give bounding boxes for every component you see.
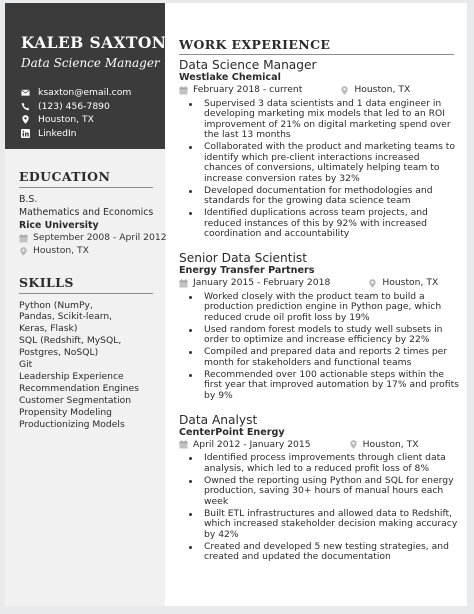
phone-text: (123) 456-7890 — [38, 100, 110, 112]
experience-heading: WORK EXPERIENCE — [179, 37, 331, 52]
job-meta — [179, 439, 459, 452]
skill-item: Python (NumPy, Pandas, Scikit-learn, Keras, Flask) — [19, 299, 113, 335]
bullet-item: Identified process improvements through client data analysis, which led to a reduced profit loss of 8% — [179, 453, 459, 474]
bullet-item: Collaborated with the product and marketing teams to identify which pre-client interactions increased chances of conversions, ultimately helping team to increase conversion rates by 32% — [179, 142, 459, 184]
education-school: Rice University — [19, 219, 99, 231]
job-location: Houston, TX — [382, 277, 439, 288]
location-pin-icon — [21, 115, 30, 124]
contact-phone[interactable] — [21, 100, 165, 114]
bullet-item: Compiled and prepared data and reports 2 times per month for stakeholders and functional teams — [179, 347, 459, 368]
location-text: Houston, TX — [38, 114, 94, 126]
calendar-icon — [179, 86, 188, 95]
education-location: Houston, TX — [33, 244, 89, 256]
location-pin-icon — [349, 440, 358, 449]
skill-item: SQL (Redshift, MySQL, Postgres, NoSQL) — [19, 335, 122, 359]
job-bullets — [179, 99, 459, 240]
email-text: ksaxton@email.com — [38, 87, 132, 99]
experience-divider — [179, 54, 454, 55]
phone-icon — [21, 102, 30, 111]
bullet-item: Created and developed 5 new testing strategies, and created and updated the documentation — [179, 542, 459, 563]
calendar-icon — [179, 279, 188, 288]
job-entry-2 — [179, 251, 459, 401]
company-name: Westlake Chemical — [179, 72, 281, 83]
job-title: Data Analyst — [179, 412, 258, 427]
skill-item: Productionizing Models — [19, 418, 125, 430]
bullet-item: Built ETL infrastructures and allowed data to Redshift, which increased stakeholder decision making accuracy by 42% — [179, 509, 459, 541]
job-location: Houston, TX — [354, 84, 411, 95]
profile-header — [5, 3, 165, 149]
candidate-role: Data Science Manager — [21, 56, 160, 70]
job-dates: February 2018 - current — [193, 84, 303, 95]
company-name: Energy Transfer Partners — [179, 265, 315, 276]
skill-item: Git — [19, 359, 33, 371]
location-pin-icon — [368, 279, 377, 288]
bullet-item: Worked closely with the product team to build a production prediction engine in Python page, which reduced crude oil profit loss by 19% — [179, 292, 459, 324]
job-entry-3 — [179, 413, 459, 563]
bullet-item: Used random forest models to study well subsets in order to optimize and increase efficiency by 22% — [179, 325, 459, 346]
job-meta — [179, 84, 459, 97]
education-heading: EDUCATION — [19, 169, 111, 184]
sidebar-body — [5, 149, 165, 431]
candidate-name: KALEB SAXTON — [21, 33, 167, 52]
education-divider — [19, 187, 153, 188]
company-name: CenterPoint Energy — [179, 426, 285, 438]
linkedin-icon — [21, 129, 30, 138]
envelope-icon — [21, 88, 30, 97]
skills-divider — [19, 293, 153, 294]
bullet-item: Supervised 3 data scientists and 1 data engineer in developing marketing mix models that led to an ROI improvement of 21% on digital marketing spend over the last 13 months — [179, 99, 459, 141]
education-location-row — [19, 245, 165, 258]
skills-section — [19, 275, 165, 431]
skills-heading: SKILLS — [19, 274, 74, 290]
job-title: Senior Data Scientist — [179, 251, 307, 265]
education-section — [19, 169, 165, 258]
bullet-item: Identified duplications across team projects, and reduced instances of this by 92% with increased coordination and accountability — [179, 208, 459, 240]
calendar-icon — [19, 234, 28, 243]
job-bullets — [179, 292, 459, 402]
main-content — [179, 3, 459, 564]
contact-location — [21, 113, 165, 127]
skill-item: Recommendation Engines — [19, 382, 139, 394]
skill-item: Propensity Modeling — [19, 406, 112, 418]
education-dates-row — [19, 232, 165, 245]
location-pin-icon — [19, 247, 28, 256]
contact-linkedin[interactable] — [21, 127, 165, 141]
education-dates: September 2008 - April 2012 — [33, 232, 167, 244]
calendar-icon — [179, 440, 188, 449]
job-entry-1 — [179, 58, 459, 240]
bullet-item: Developed documentation for methodologies and standards for the growing data science team — [179, 186, 459, 207]
resume-page — [5, 3, 467, 606]
job-title: Data Science Manager — [179, 58, 317, 72]
education-field: Mathematics and Economics — [19, 206, 154, 218]
job-dates: April 2012 - January 2015 — [193, 438, 311, 450]
job-dates: January 2015 - February 2018 — [193, 277, 331, 288]
contact-list — [21, 86, 165, 140]
job-location: Houston, TX — [362, 438, 419, 450]
location-pin-icon — [340, 86, 349, 95]
job-bullets — [179, 453, 459, 563]
education-degree: B.S. — [19, 194, 38, 205]
skill-item: Customer Segmentation — [19, 394, 132, 406]
job-meta — [179, 277, 459, 290]
linkedin-text: LinkedIn — [38, 128, 77, 140]
bullet-item: Recommended over 100 actionable steps within the first year that improved automation by 17% and profits by 9% — [179, 370, 459, 402]
skill-item: Leadership Experience — [19, 371, 124, 383]
contact-email[interactable] — [21, 86, 165, 100]
bullet-item: Owned the reporting using Python and SQL for energy production, saving 30+ hours of manual hours each week — [179, 476, 459, 508]
sidebar — [5, 3, 165, 606]
